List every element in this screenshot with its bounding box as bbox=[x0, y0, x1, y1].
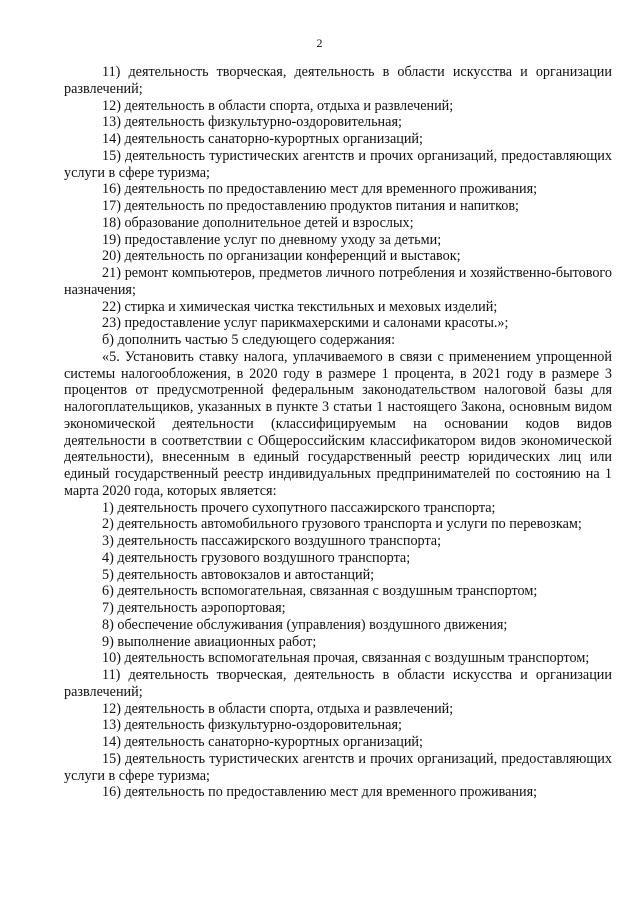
page-number: 2 bbox=[316, 36, 323, 50]
paragraph: 17) деятельность по предоставлению продуктов питания и напитков; bbox=[102, 198, 519, 214]
paragraph: 15) деятельность туристических агентств и прочих организаций, предоставляющих услуги в сфере туризма; bbox=[64, 147, 612, 181]
paragraph: 4) деятельность грузового воздушного транспорта; bbox=[102, 549, 411, 566]
paragraph: 22) стирка и химическая чистка текстильных и меховых изделий; bbox=[102, 298, 498, 315]
paragraph: 10) деятельность вспомогательная прочая, связанная с воздушным транспортом; bbox=[102, 650, 590, 667]
paragraph: 6) деятельность вспомогательная, связанная с воздушным транспортом; bbox=[102, 583, 538, 600]
paragraph: 21) ремонт компьютеров, предметов личного потребления и хозяйственно-бытового назначения; bbox=[64, 265, 612, 298]
paragraph: «5. Установить ставку налога, уплачиваемого в связи с применением упрощенной системы налогообложения, в 2020 году в размере 1 процента, в 2021 году в размере 3 процентов от предусмотренной федеральным законодательством налоговой базы для налогоплательщиков, указанных в пункте 3 статьи 1 настоящего Закона, основным видом экономической деятельности (классифицируемым на основании кодов видов деятельности в соответствии с Общероссийским классификатором видов экономической деятельности), внесенным в единый государственный реестр юридических лиц или единый государственный реестр индивидуальных предпринимателей по состоянию на 1 марта 2020 года, которых является: bbox=[64, 348, 612, 499]
paragraph: 2) деятельность автомобильного грузового транспорта и услуги по перевозкам; bbox=[102, 516, 582, 533]
paragraph: 7) деятельность аэропортовая; bbox=[102, 600, 286, 616]
paragraph: 9) выполнение авиационных работ; bbox=[102, 633, 317, 650]
paragraph: 5) деятельность автовокзалов и автостанций; bbox=[102, 566, 375, 583]
paragraph: 11) деятельность творческая, деятельность в области искусства и организации развлечений; bbox=[64, 667, 612, 700]
paragraph: 3) деятельность пассажирского воздушного транспорта; bbox=[102, 533, 442, 549]
paragraph: 13) деятельность физкультурно-оздоровительная; bbox=[102, 114, 402, 131]
document-body bbox=[64, 64, 612, 801]
paragraph: 12) деятельность в области спорта, отдыха и развлечений; bbox=[102, 700, 454, 717]
paragraph: 20) деятельность по организации конференций и выставок; bbox=[102, 248, 461, 265]
paragraph: 19) предоставление услуг по дневному уходу за детьми; bbox=[102, 231, 442, 248]
paragraph: 13) деятельность физкультурно-оздоровительная; bbox=[102, 717, 402, 734]
paragraph: 18) образование дополнительное детей и взрослых; bbox=[102, 214, 414, 231]
paragraph: 11) деятельность творческая, деятельность в области искусства и организации развлечений; bbox=[64, 64, 612, 97]
paragraph: 16) деятельность по предоставлению мест для временного проживания; bbox=[102, 181, 538, 198]
paragraph: 8) обеспечение обслуживания (управления) воздушного движения; bbox=[102, 616, 508, 633]
paragraph: 12) деятельность в области спорта, отдыха и развлечений; bbox=[102, 97, 454, 114]
paragraph: 1) деятельность прочего сухопутного пассажирского транспорта; bbox=[102, 499, 496, 516]
paragraph: 14) деятельность санаторно-курортных организаций; bbox=[102, 131, 423, 147]
paragraph: 14) деятельность санаторно-курортных организаций; bbox=[102, 734, 423, 750]
paragraph: 16) деятельность по предоставлению мест для временного проживания; bbox=[102, 784, 538, 801]
paragraph: б) дополнить частью 5 следующего содержания: bbox=[102, 332, 396, 348]
paragraph: 23) предоставление услуг парикмахерскими и салонами красоты.»; bbox=[102, 315, 509, 332]
paragraph: 15) деятельность туристических агентств и прочих организаций, предоставляющих услуги в сфере туризма; bbox=[64, 750, 612, 784]
